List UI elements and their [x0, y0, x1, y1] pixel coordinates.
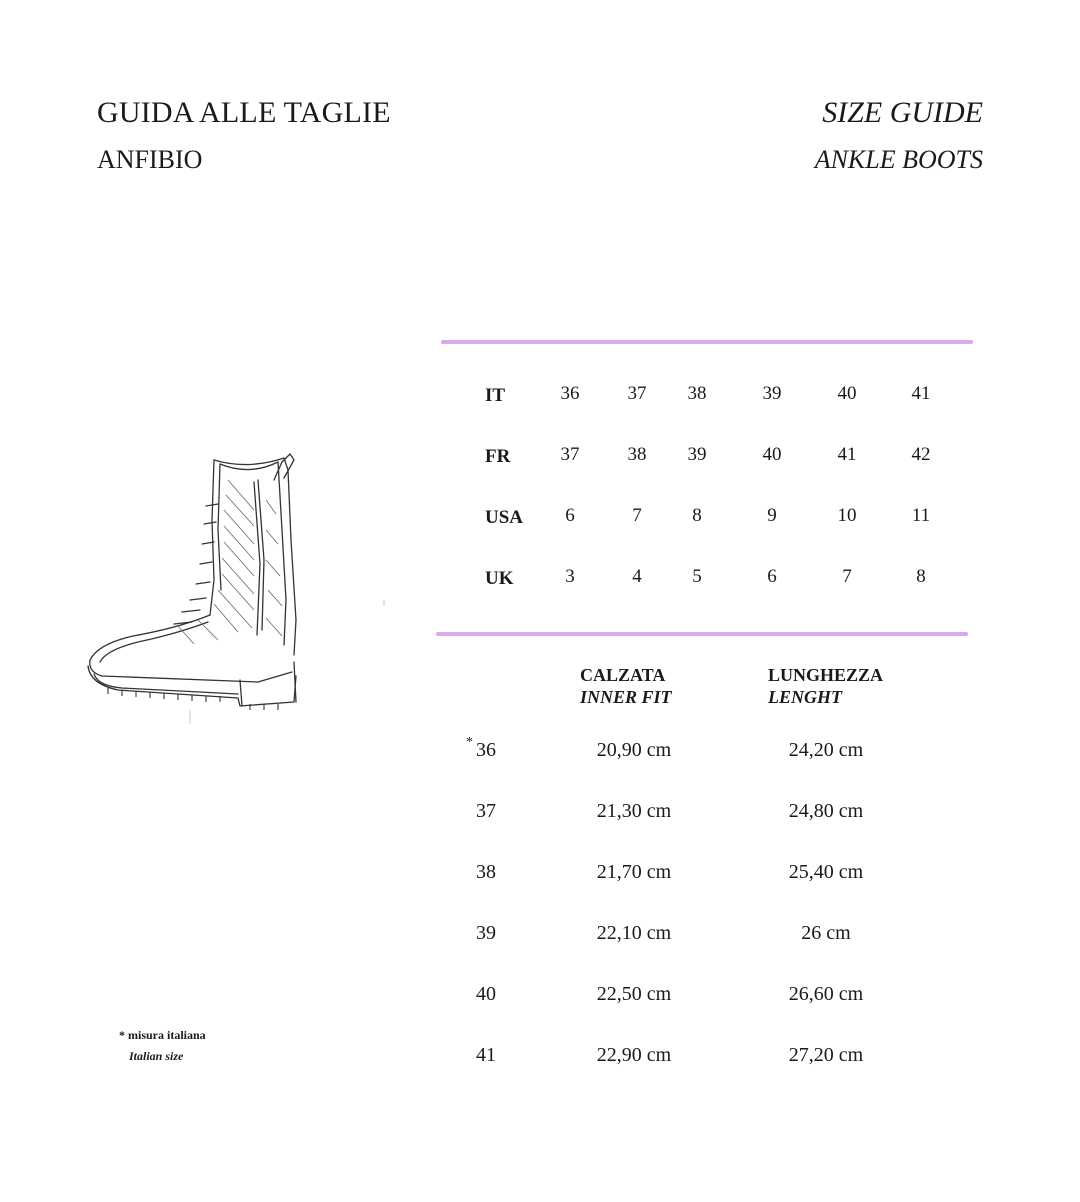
measurement-size: 36 [476, 739, 496, 761]
measurement-length: 25,40 cm [788, 861, 864, 883]
footnote [119, 1025, 206, 1067]
conversion-cell: 6 [767, 566, 777, 587]
conversion-cell: 6 [565, 505, 575, 526]
measurement-size: 38 [476, 861, 496, 883]
length-header-it: LUNGHEZZA [768, 665, 884, 685]
conversion-cell: 40 [837, 383, 857, 404]
conversion-row-label: IT [485, 385, 506, 406]
footnote-italian: * misura italiana [119, 1028, 206, 1042]
measurement-length: 24,80 cm [788, 800, 864, 822]
conversion-cell: 37 [560, 444, 580, 465]
conversion-cell: 37 [627, 383, 647, 404]
inner-fit-header-en: INNER FIT [580, 687, 672, 707]
ankle-boot-sketch-icon [78, 440, 388, 730]
conversion-cell: 40 [762, 444, 782, 465]
title-english: SIZE GUIDE [822, 96, 983, 129]
conversion-cell: 41 [911, 383, 931, 404]
measurement-length: 26 cm [801, 922, 851, 944]
length-header-en: LENGHT [768, 687, 842, 707]
measurement-size: 40 [476, 983, 496, 1005]
conversion-cell: 39 [762, 383, 782, 404]
conversion-cell: 3 [565, 566, 575, 587]
measurement-inner-fit: 22,90 cm [596, 1044, 672, 1066]
conversion-cell: 8 [692, 505, 702, 526]
conversion-cell: 39 [687, 444, 707, 465]
conversion-cell: 7 [632, 505, 642, 526]
measurement-size: 41 [476, 1044, 496, 1066]
measurement-size: 39 [476, 922, 496, 944]
conversion-row-label: UK [485, 568, 514, 589]
title-italian: GUIDA ALLE TAGLIE [97, 96, 391, 129]
footnote-english: Italian size [129, 1049, 184, 1063]
conversion-cell: 10 [837, 505, 857, 526]
measurement-inner-fit: 22,50 cm [596, 983, 672, 1005]
divider-top [441, 340, 973, 344]
conversion-row-label: FR [485, 446, 511, 467]
conversion-cell: 41 [837, 444, 857, 465]
conversion-row-label: USA [485, 507, 524, 528]
conversion-cell: 8 [916, 566, 926, 587]
conversion-cell: 7 [842, 566, 852, 587]
measurement-inner-fit: 20,90 cm [596, 739, 672, 761]
measurement-length: 24,20 cm [788, 739, 864, 761]
divider-middle [436, 632, 968, 636]
conversion-cell: 11 [911, 505, 931, 526]
measurement-inner-fit: 21,30 cm [596, 800, 672, 822]
italian-size-asterisk: * [466, 735, 473, 750]
conversion-cell: 38 [627, 444, 647, 465]
subtitle-english: ANKLE BOOTS [814, 145, 983, 174]
inner-fit-header [580, 664, 672, 708]
measurement-length: 26,60 cm [788, 983, 864, 1005]
measurement-length: 27,20 cm [788, 1044, 864, 1066]
inner-fit-header-it: CALZATA [580, 665, 666, 685]
conversion-cell: 38 [687, 383, 707, 404]
conversion-cell: 42 [911, 444, 931, 465]
measurement-inner-fit: 21,70 cm [596, 861, 672, 883]
conversion-cell: 5 [692, 566, 702, 587]
measurement-inner-fit: 22,10 cm [596, 922, 672, 944]
subtitle-italian: ANFIBIO [97, 145, 203, 174]
measurement-size: 37 [476, 800, 496, 822]
conversion-cell: 36 [560, 383, 580, 404]
conversion-cell: 9 [767, 505, 777, 526]
length-header [768, 664, 883, 708]
conversion-cell: 4 [632, 566, 642, 587]
